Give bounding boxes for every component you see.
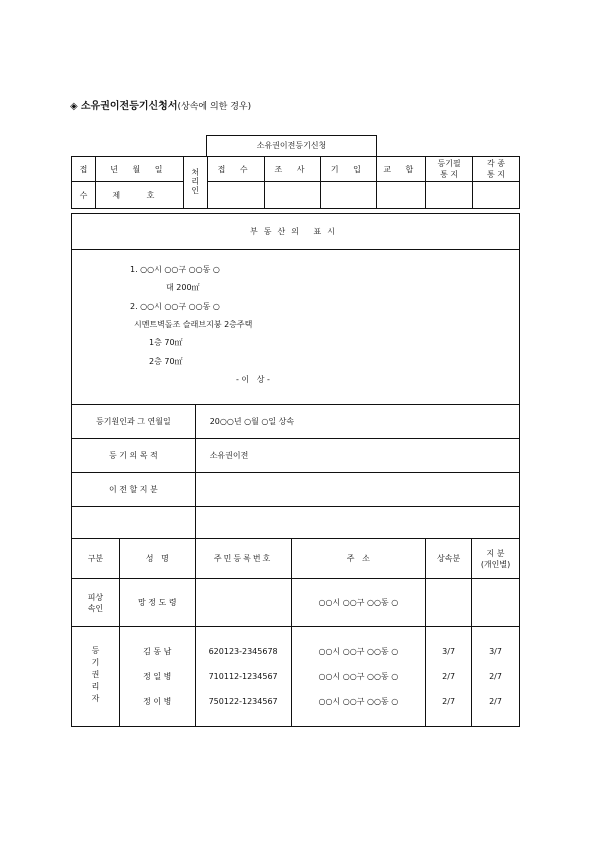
applicant-address: ○○시 ○○구 ○○동 ○ xyxy=(318,647,399,656)
property-line-2: 대 200㎡ xyxy=(166,283,200,292)
hdr-inherit-share: 상속분 xyxy=(426,539,472,579)
receipt-su-cell xyxy=(72,182,96,209)
applicant-inherit-share: 2/7 xyxy=(442,672,456,681)
col-completion-notice: 등기필 통 지 xyxy=(426,157,473,182)
various-notice-field[interactable] xyxy=(473,182,520,209)
col-receipt: 접 수 xyxy=(207,157,264,182)
applicant-label-cell xyxy=(72,627,120,727)
applicant-inherit-shares xyxy=(426,627,472,727)
decedent-label: 피상 속인 xyxy=(72,579,120,627)
property-line-1: 1. ○○시 ○○구 ○○동 ○ xyxy=(130,265,220,274)
purpose-label: 등 기 의 목 적 xyxy=(72,439,196,473)
applicant-name: 정 이 병 xyxy=(143,697,172,706)
applicant-label: 등기권리자 xyxy=(90,645,100,706)
diamond-bullet-icon: ◈ xyxy=(70,101,78,112)
verify-field[interactable] xyxy=(377,182,426,209)
col-various-notice: 각 종 통 지 xyxy=(473,157,520,182)
hdr-address: 주 소 xyxy=(291,539,426,579)
receipt-su-label: 수 xyxy=(79,190,88,200)
table-row xyxy=(72,627,520,727)
receipt-caption-box xyxy=(206,135,377,157)
title-sub: (상속에 의한 경우) xyxy=(177,102,252,112)
entry-field[interactable] xyxy=(321,182,377,209)
inspect-field[interactable] xyxy=(264,182,321,209)
application-table xyxy=(71,213,520,727)
applicant-names xyxy=(119,627,195,727)
cause-label: 등기원인과 그 연월일 xyxy=(72,405,196,439)
document-title xyxy=(70,97,251,112)
property-line-end: - 이 상 - xyxy=(236,375,270,384)
purpose-value[interactable]: 소유권이전 xyxy=(195,439,519,473)
handler-label: 처리인 xyxy=(190,168,200,195)
decedent-share xyxy=(472,579,520,627)
property-line-6: 2층 70㎡ xyxy=(149,357,183,366)
applicant-addresses xyxy=(291,627,426,727)
completion-notice-field[interactable] xyxy=(426,182,473,209)
share-value[interactable] xyxy=(195,473,519,507)
applicant-share: 2/7 xyxy=(489,697,502,706)
property-heading: 부동산의 표시 xyxy=(72,214,520,250)
decedent-rrn xyxy=(195,579,291,627)
applicant-address: ○○시 ○○구 ○○동 ○ xyxy=(318,697,399,706)
hdr-rrn: 주민등록번호 xyxy=(195,539,291,579)
col-entry: 기 입 xyxy=(321,157,377,182)
receipt-caption: 소유권이전등기신청 xyxy=(256,141,327,150)
receipt-table xyxy=(71,156,520,209)
hdr-share: 지 분 (개인별) xyxy=(472,539,520,579)
applicant-inherit-share: 2/7 xyxy=(442,697,456,706)
receipt-jeop-label: 접 xyxy=(79,164,88,174)
applicant-address: ○○시 ○○구 ○○동 ○ xyxy=(318,672,399,681)
share-label: 이 전 할 지 분 xyxy=(72,473,196,507)
property-description xyxy=(72,250,520,405)
hdr-name: 성 명 xyxy=(119,539,195,579)
receipt-date-label: 년 월 일 xyxy=(95,157,183,182)
property-line-5: 1층 70㎡ xyxy=(149,338,183,347)
applicant-rrn: 750122-1234567 xyxy=(208,697,278,706)
title-main: 소유권이전등기신청서 xyxy=(80,101,178,112)
receipt-number-label: 제 호 xyxy=(95,182,183,209)
cause-value[interactable]: 20○○년 ○월 ○일 상속 xyxy=(195,405,519,439)
col-verify: 교 합 xyxy=(377,157,426,182)
applicant-share: 3/7 xyxy=(489,647,502,656)
handler-cell xyxy=(183,157,207,209)
applicant-name: 정 일 병 xyxy=(143,672,172,681)
table-row xyxy=(72,579,520,627)
applicant-rrn: 710112-1234567 xyxy=(208,672,278,681)
applicant-shares xyxy=(472,627,520,727)
decedent-inherit-share xyxy=(426,579,472,627)
applicant-name: 김 동 남 xyxy=(143,647,172,656)
applicant-inherit-share: 3/7 xyxy=(442,647,456,656)
col-inspect: 조 사 xyxy=(264,157,321,182)
blank-label xyxy=(72,507,196,539)
property-line-4: 시멘트벽돌조 슬래브지붕 2층주택 xyxy=(134,320,253,329)
blank-value[interactable] xyxy=(195,507,519,539)
decedent-name: 망 정 도 령 xyxy=(119,579,195,627)
applicant-rrns xyxy=(195,627,291,727)
receipt-field[interactable] xyxy=(207,182,264,209)
applicant-rrn: 620123-2345678 xyxy=(208,647,278,656)
property-line-3: 2. ○○시 ○○구 ○○동 ○ xyxy=(130,302,220,311)
decedent-address: ○○시 ○○구 ○○동 ○ xyxy=(291,579,426,627)
applicant-share: 2/7 xyxy=(489,672,502,681)
receipt-jeop-cell xyxy=(72,157,96,182)
hdr-category: 구분 xyxy=(72,539,120,579)
